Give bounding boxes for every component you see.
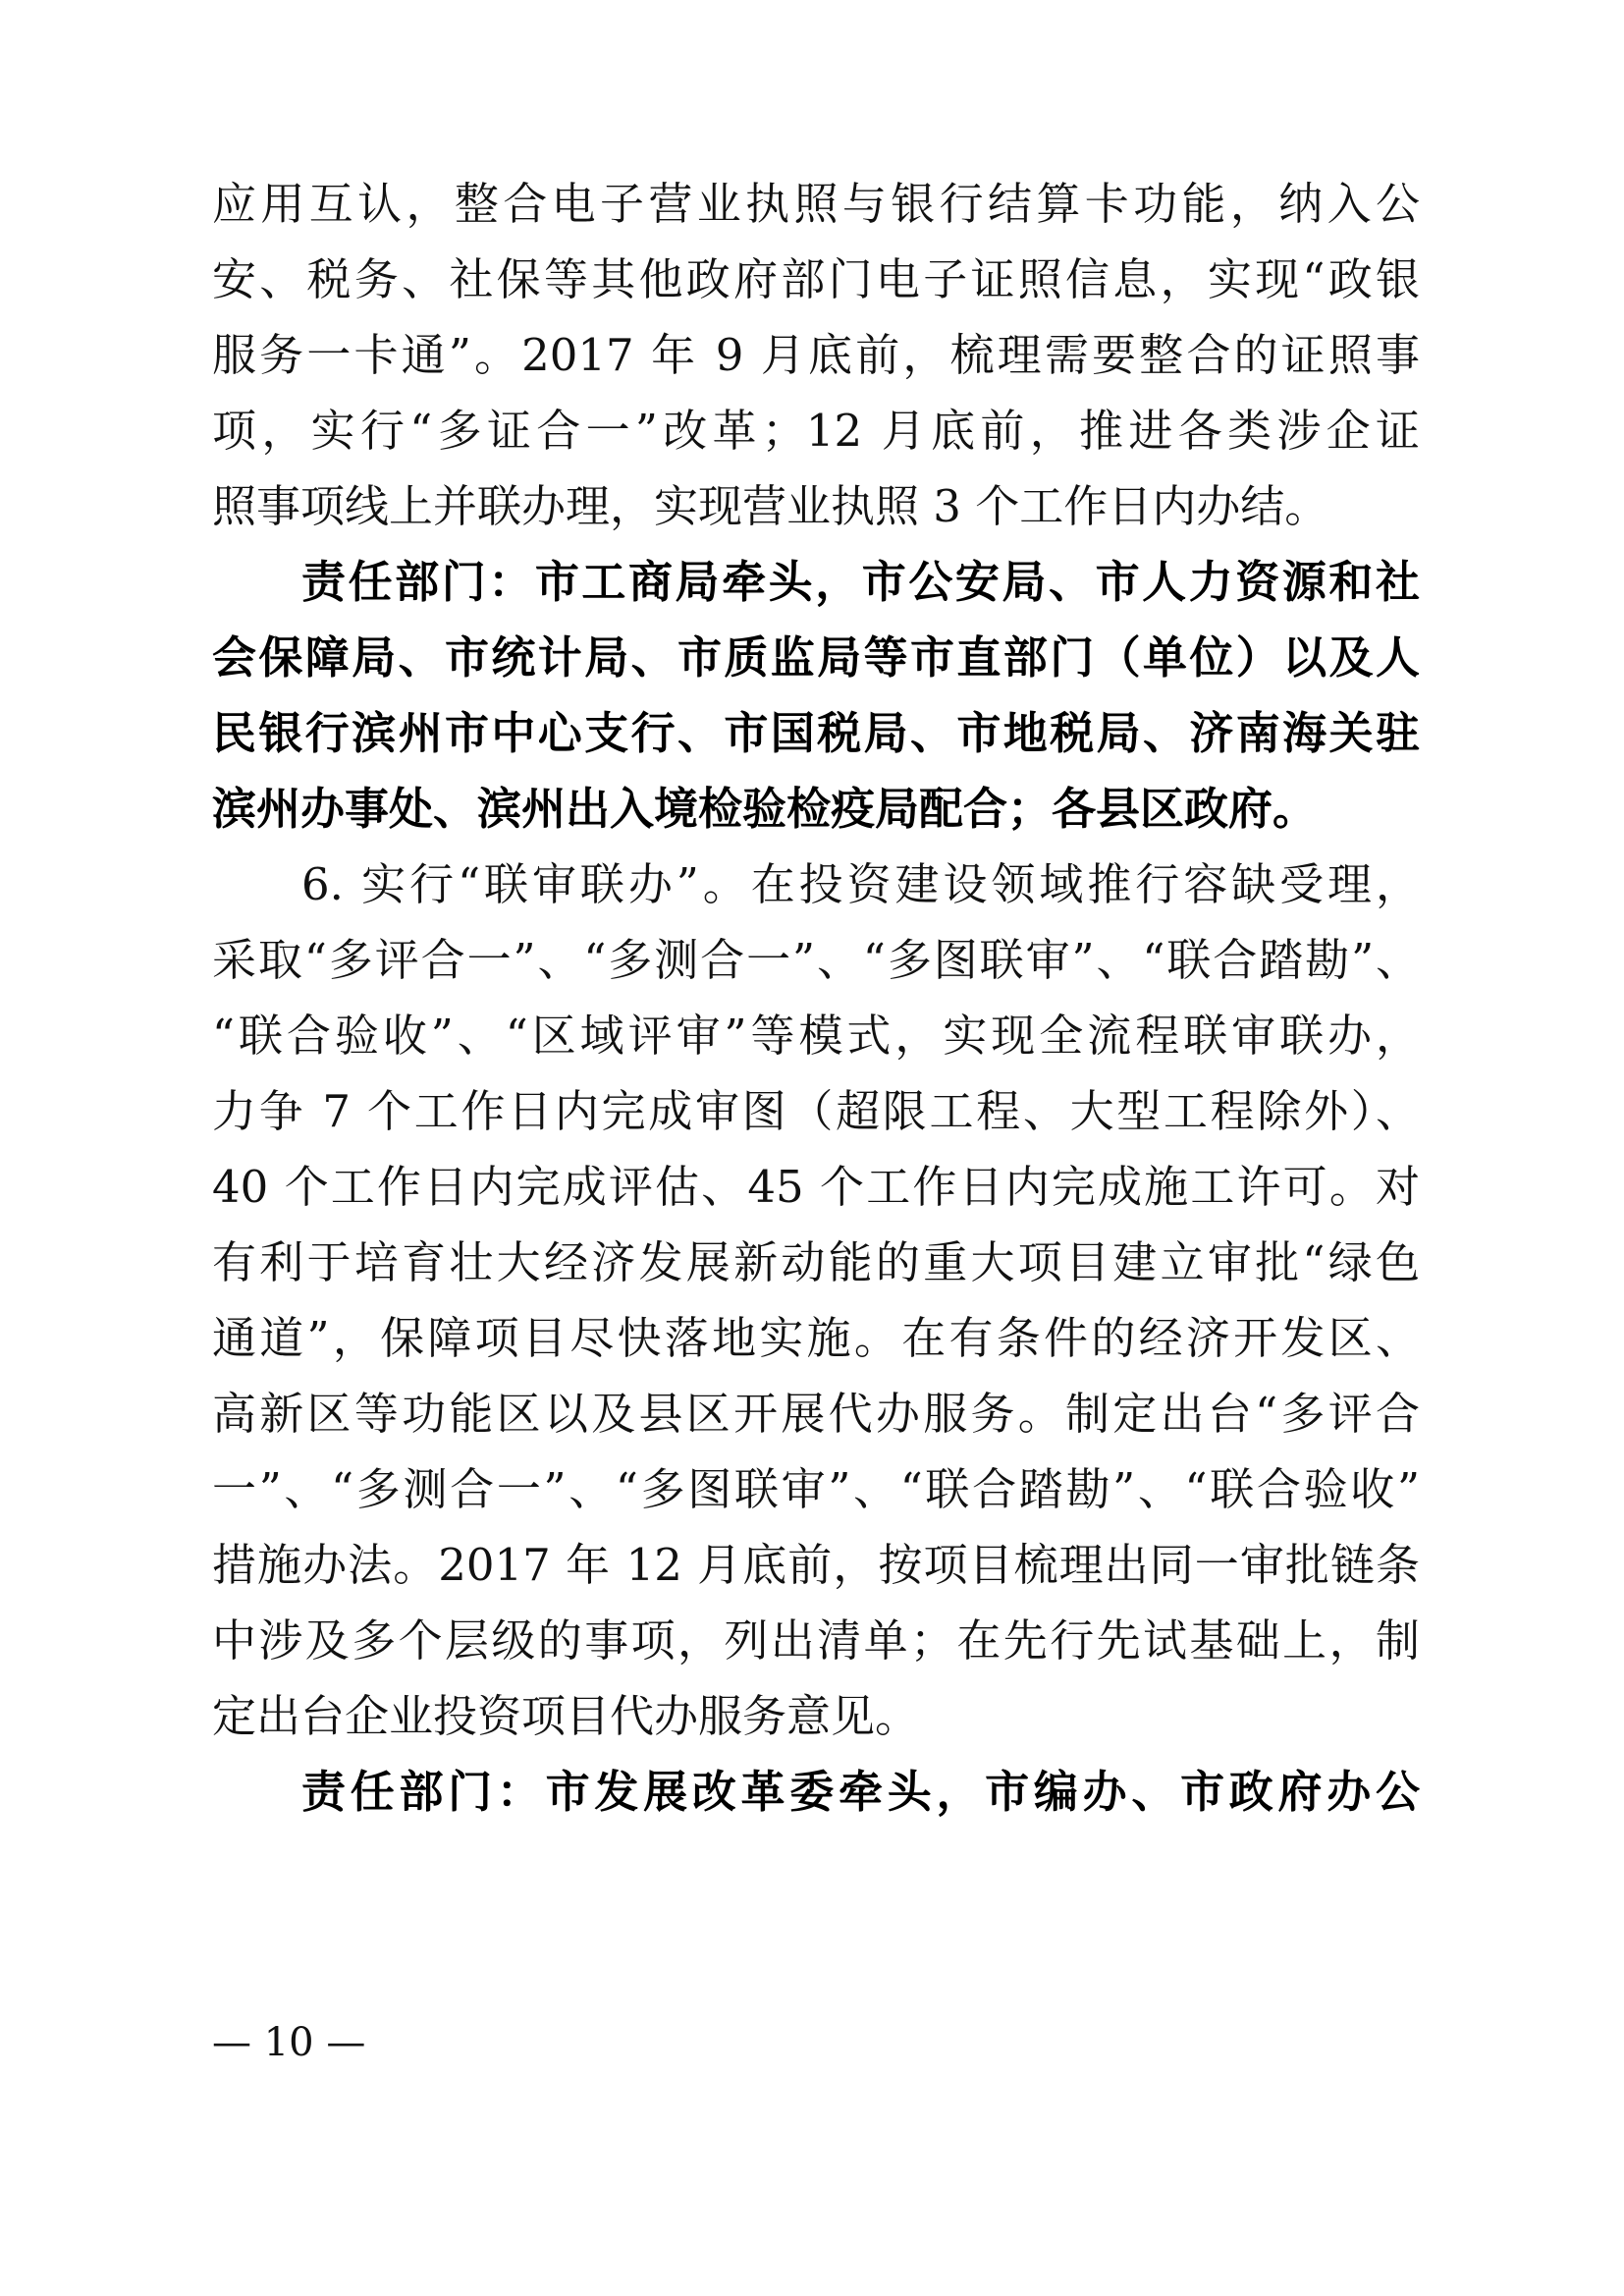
text-line: 照事项线上并联办理，实现营业执照 3 个工作日内办结。 [212, 480, 1329, 532]
text-line: 定出台企业投资项目代办服务意见。 [212, 1690, 920, 1742]
text-line: 中涉及多个层级的事项，列出清单；在先行先试基础上，制 [212, 1614, 1420, 1667]
text-line: 力争 7 个工作日内完成审图（超限工程、大型工程除外）、 [212, 1085, 1420, 1137]
text-line: 高新区等功能区以及县区开展代办服务。制定出台“多评合 [212, 1388, 1420, 1440]
responsibility-line: 会保障局、市统计局、市质监局等市直部门（单位）以及人 [212, 631, 1420, 683]
text-line: 通道”，保障项目尽快落地实施。在有条件的经济开发区、 [212, 1312, 1420, 1364]
text-line: 项，实行“多证合一”改革；12 月底前，推进各类涉企证 [212, 405, 1420, 457]
responsibility-line: 责任部门：市工商局牵头，市公安局、市人力资源和社 [301, 556, 1420, 608]
text-line: 40 个工作日内完成评估、45 个工作日内完成施工许可。对 [212, 1161, 1420, 1213]
text-line: 安、税务、社保等其他政府部门电子证照信息，实现“政银 [212, 253, 1420, 305]
text-line: 采取“多评合一”、“多测合一”、“多图联审”、“联合踏勘”、 [212, 934, 1420, 986]
text-line: 应用互认，整合电子营业执照与银行结算卡功能，纳入公 [212, 178, 1420, 230]
page-number: — 10 — [212, 2020, 366, 2065]
text-line: “联合验收”、“区域评审”等模式，实现全流程联审联办， [212, 1010, 1420, 1062]
text-line: 6. 实行“联审联办”。在投资建设领域推行容缺受理， [301, 858, 1420, 910]
responsibility-line: 责任部门：市发展改革委牵头，市编办、市政府办公 [301, 1766, 1420, 1818]
text-line: 有利于培育壮大经济发展新动能的重大项目建立审批“绿色 [212, 1236, 1420, 1288]
responsibility-line: 滨州办事处、滨州出入境检验检疫局配合；各县区政府。 [212, 783, 1318, 835]
text-line: 服务一卡通”。2017 年 9 月底前，梳理需要整合的证照事 [212, 329, 1420, 381]
responsibility-line: 民银行滨州市中心支行、市国税局、市地税局、济南海关驻 [212, 707, 1420, 759]
text-line: 措施办法。2017 年 12 月底前，按项目梳理出同一审批链条 [212, 1539, 1420, 1591]
text-line: 一”、“多测合一”、“多图联审”、“联合踏勘”、“联合验收” [212, 1463, 1420, 1515]
